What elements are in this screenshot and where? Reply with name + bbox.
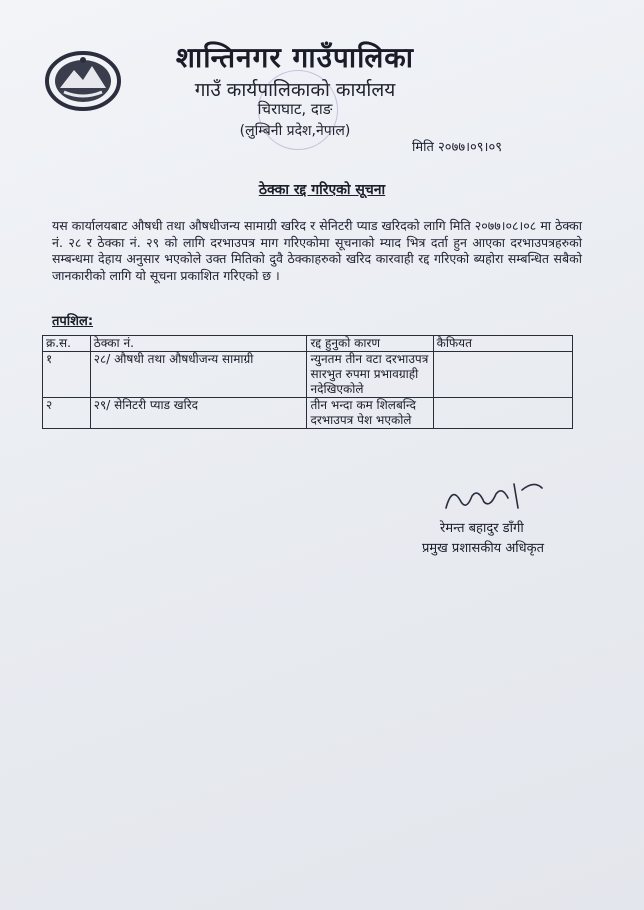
office-name: शान्तिनगर गाउँपालिका bbox=[175, 41, 415, 74]
municipality-emblem-icon bbox=[44, 50, 122, 112]
table-header-row bbox=[43, 336, 573, 352]
table-row bbox=[43, 398, 573, 429]
cell-tender-no: २९/ सेनिटरी प्याड खरिद bbox=[90, 398, 307, 429]
column-header-reason: रद्द हुनुको कारण bbox=[307, 336, 433, 352]
cell-tender-no: २८/ औषधी तथा औषधीजन्य सामाग्री bbox=[90, 352, 307, 398]
cell-reason: न्युनतम तीन वटा दरभाउपत्र सारभुत रुपमा प्रभावग्राही नदेखिएकोले bbox=[307, 352, 433, 398]
office-province: (लुम्बिनी प्रदेश,नेपाल) bbox=[239, 123, 351, 139]
notice-date: मिति २०७७।०९।०९ bbox=[412, 140, 502, 155]
office-subtitle: गाउँ कार्यपालिकाको कार्यालय bbox=[194, 79, 396, 101]
cell-reason: तीन भन्दा कम शिलबन्दि दरभाउपत्र पेश भएकोले bbox=[307, 398, 433, 429]
table-row bbox=[43, 352, 573, 398]
column-header-sn: क्र.स. bbox=[43, 336, 91, 352]
signer-title: प्रमुख प्रशासकीय अधिकृत bbox=[422, 541, 545, 556]
office-stamp bbox=[258, 70, 338, 150]
cell-remarks bbox=[433, 398, 572, 429]
handwritten-signature bbox=[438, 478, 548, 518]
signer-name: रेमन्त बहादुर डाँगी bbox=[440, 521, 524, 536]
details-label: तपशिल: bbox=[52, 314, 94, 329]
tender-table bbox=[42, 335, 573, 429]
notice-body: यस कार्यालयबाट औषधी तथा औषधीजन्य सामाग्री खरिद र सेनिटरी प्याड खरिदको लागि मिति २०७७।०८।०८ मा ठेक्का नं. २८ र ठेक्का नं. २९ को लागि दरभाउपत्र माग गरिएकोमा सूचनाको म्याद भित्र दर्ता हुन आएका दरभाउपत्रहरुको सम्बन्धमा देहाय अनुसार भएकोले उक्त मितिको दुवै ठेक्काहरुको खरिद कारवाही रद्द गरिएको ब्यहोरा सम्बन्धित सबैको जानकारीको लागि यो सूचना प्रकाशित गरिएको छ । bbox=[52, 218, 582, 283]
notice-title: ठेक्का रद्द गरिएको सूचना bbox=[258, 182, 386, 198]
cell-sn: १ bbox=[43, 352, 91, 398]
cell-remarks bbox=[433, 352, 572, 398]
column-header-tender-no: ठेक्का नं. bbox=[90, 336, 307, 352]
office-location: चिराघाट, दाङ bbox=[257, 100, 333, 118]
cell-sn: २ bbox=[43, 398, 91, 429]
column-header-remarks: कैफियत bbox=[433, 336, 572, 352]
